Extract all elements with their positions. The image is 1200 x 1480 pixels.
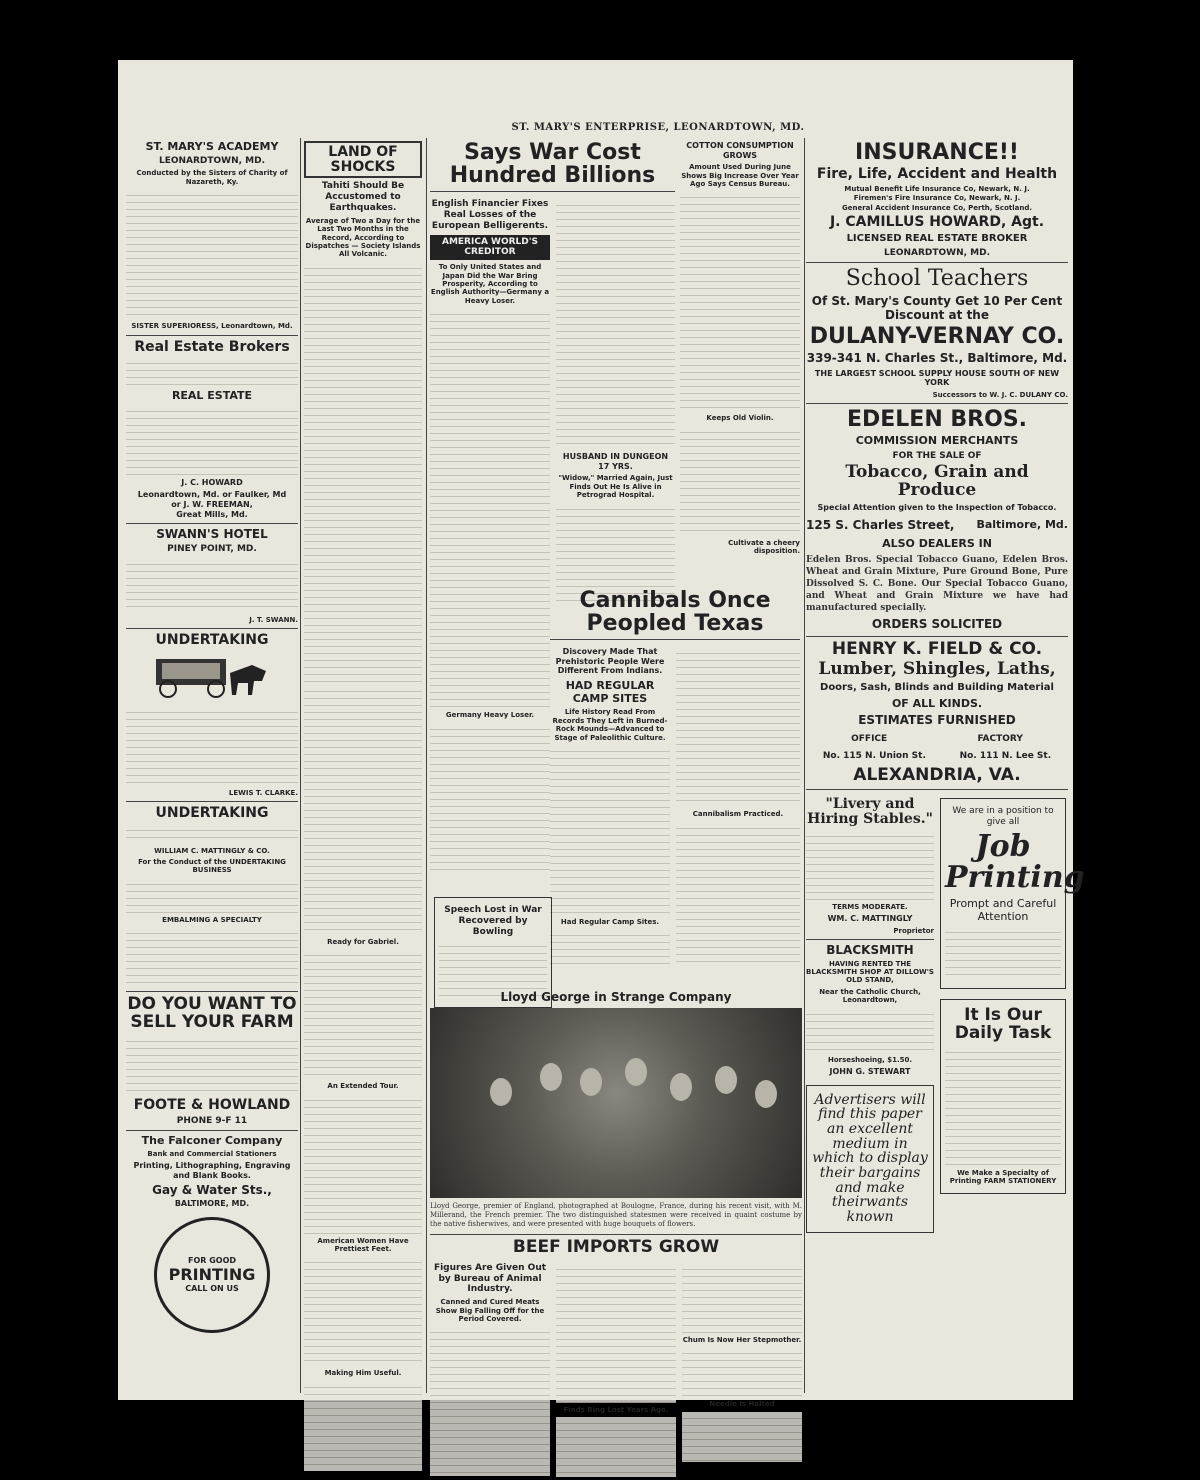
- beef-title: BEEF IMPORTS GROW: [512, 1236, 720, 1257]
- person-icon: [625, 1058, 647, 1086]
- undertaking-sign-1: LEWIS T. CLARKE.: [228, 788, 298, 797]
- cotton-text: [680, 191, 800, 411]
- war-cost-deck: English Financier Fixes Real Losses of the European Belligerents.: [431, 199, 549, 231]
- hotel-place: PINEY POINT, MD.: [167, 543, 257, 554]
- misc-text: [682, 1263, 802, 1333]
- falconer-title: The Falconer Company: [141, 1134, 283, 1148]
- person-icon: [670, 1073, 692, 1101]
- column-rule: [300, 138, 301, 1393]
- column-4: [806, 138, 1085, 1237]
- academy-text: [126, 189, 298, 319]
- livery-title: "Livery and Hiring Stables.": [807, 796, 933, 827]
- stamp-top: FOR GOOD: [187, 1256, 237, 1266]
- agent: J. CAMILLUS HOWARD, Agt.: [829, 213, 1045, 230]
- feet-text: [304, 1256, 422, 1366]
- academy-sign: SISTER SUPERIORESS, Leonardtown, Md.: [131, 322, 293, 331]
- falconer-city: BALTIMORE, MD.: [174, 1199, 250, 1209]
- lloyd-george-photo: [430, 1008, 802, 1198]
- useful-head: Making Him Useful.: [324, 1369, 402, 1378]
- field-title: HENRY K. FIELD & CO.: [831, 638, 1043, 659]
- advertisers-note: Advertisers will find this paper an excellent medium in which to display their bargains and make theirwants known: [812, 1091, 928, 1226]
- germany-head: Germany Heavy Loser.: [445, 711, 535, 720]
- real-estate-title: Real Estate Brokers: [134, 338, 290, 355]
- violin-text: [680, 426, 800, 536]
- hotel-sign: J. T. SWANN.: [249, 615, 298, 624]
- livery-text: [806, 830, 934, 900]
- divider: [126, 991, 298, 992]
- office-label: OFFICE: [851, 733, 888, 744]
- horseshoeing: Horseshoeing, $1.50.: [827, 1055, 913, 1064]
- divider: [430, 191, 675, 192]
- real-estate-sign-4: Great Mills, Md.: [176, 509, 248, 519]
- dungeon-deck: "Widow," Married Again, Just Finds Out He Is Alive in Petrograd Hospital.: [558, 474, 673, 500]
- divider: [430, 1234, 802, 1235]
- livery-sign: WM. C. MATTINGLY: [827, 914, 913, 924]
- embalming: EMBALMING A SPECIALTY: [162, 915, 262, 924]
- blacksmith-text: [806, 1008, 934, 1053]
- divider: [126, 1130, 298, 1131]
- edelen-sub: COMMISSION MERCHANTS: [855, 434, 1019, 448]
- person-icon: [580, 1068, 602, 1096]
- beef-text-2: [556, 1263, 676, 1403]
- hotel-text: [126, 558, 298, 613]
- academy-sub: Conducted by the Sisters of Charity of Nazareth, Ky.: [136, 169, 288, 186]
- real-estate-sign-1: J. C. HOWARD: [181, 477, 243, 487]
- ring-text: [556, 1417, 676, 1477]
- teachers-title: School Teachers: [845, 266, 1029, 292]
- job-top: We are in a position to give all: [952, 806, 1054, 828]
- camp-sites-head: Had Regular Camp Sites.: [560, 917, 660, 926]
- real-estate-text: [126, 357, 298, 387]
- land-of-shocks-text-2: [304, 685, 422, 935]
- office-factory-labels: [806, 731, 1068, 748]
- divider: [126, 335, 298, 336]
- tobacco-address-row: [806, 516, 1068, 535]
- person-icon: [715, 1066, 737, 1094]
- falconer-line: Printing, Lithographing, Engraving and Blank Books.: [133, 1161, 291, 1180]
- land-of-shocks-title: LAND OF SHOCKS: [304, 141, 422, 178]
- broker: LICENSED REAL ESTATE BROKER: [846, 232, 1028, 244]
- speech-head: Speech Lost in War Recovered by Bowling: [444, 905, 542, 937]
- blacksmith-sign: JOHN G. STEWART: [829, 1067, 911, 1076]
- dealers-head: ALSO DEALERS IN: [882, 537, 992, 551]
- teachers-sub: Of St. Mary's County Get 10 Per Cent Discount at the: [811, 293, 1063, 322]
- column-rule: [426, 138, 427, 1393]
- stamp-mid: PRINTING: [168, 1265, 256, 1285]
- blacksmith-sub: HAVING RENTED THE BLACKSMITH SHOP AT DILLOW'S OLD STAND,: [806, 959, 934, 985]
- camp-sites-text: [550, 929, 670, 969]
- hearse-icon: [126, 651, 298, 699]
- column-3: [430, 138, 802, 1414]
- undertaking-sub: For the Conduct of the UNDERTAKING BUSINESS: [138, 858, 286, 875]
- estimates-line: ESTIMATES FURNISHED: [858, 713, 1016, 728]
- person-icon: [490, 1078, 512, 1106]
- farm-text: [126, 1035, 298, 1095]
- masthead: ST. MARY'S ENTERPRISE, LEONARDTOWN, MD.: [511, 122, 805, 133]
- academy-title: ST. MARY'S ACADEMY: [145, 140, 279, 153]
- divider: [806, 403, 1068, 404]
- insurance-company-3: General Accident Insurance Co, Perth, Scotland.: [841, 203, 1033, 212]
- dulany-sub: THE LARGEST SCHOOL SUPPLY HOUSE SOUTH OF NEW YORK: [814, 368, 1060, 388]
- divider: [806, 789, 1068, 790]
- tobacco-sub: Special Attention given to the Inspection of Tobacco.: [817, 503, 1057, 513]
- dulany-title: DULANY-VERNAY CO.: [809, 324, 1065, 350]
- insurance-kinds: Fire, Life, Accident and Health: [816, 166, 1058, 183]
- cannibals-title: Cannibals Once Peopled Texas: [579, 588, 771, 637]
- beef-text: [430, 1326, 550, 1476]
- foote-howland: FOOTE & HOWLAND: [133, 1096, 291, 1113]
- creditor-head: AMERICA WORLD'S CREDITOR: [430, 235, 550, 261]
- cotton-deck: Amount Used During June Shows Big Increase Over Year Ago Says Census Bureau.: [681, 163, 799, 188]
- divider: [126, 628, 298, 629]
- factory-label: FACTORY: [977, 733, 1023, 744]
- embalming-text: [126, 927, 298, 987]
- war-cost-text: [430, 308, 550, 708]
- person-icon: [755, 1080, 777, 1108]
- cannibals-deck: Discovery Made That Prehistoric People Were Different From Indians.: [555, 647, 665, 676]
- undertaking-firm: WILLIAM C. MATTINGLY & CO.: [154, 846, 270, 855]
- violin-head: Keeps Old Violin.: [706, 414, 774, 423]
- beef-deck-2: Canned and Cured Meats Show Big Falling Off for the Period Covered.: [435, 1298, 545, 1323]
- lloyd-head: Lloyd George in Strange Company: [500, 990, 732, 1004]
- insurance-company-1: Mutual Benefit Life Insurance Co, Newark, N. J.: [844, 184, 1030, 193]
- chum-head: Chum Is Now Her Stepmother.: [682, 1335, 802, 1344]
- lloyd-caption: Lloyd George, premier of England, photographed at Boulogne, France, during his recent visit, with M. Millerand, the French premier. The two distinguished statesmen were received in quaint costume by the native fisherwives, and were presented with huge bouquets of flowers.: [430, 1201, 802, 1229]
- divider: [806, 262, 1068, 263]
- falconer-sub: Bank and Commercial Stationers: [147, 1149, 277, 1158]
- job-printing-title: Job Printing: [945, 828, 1085, 896]
- office-factory-addresses: [806, 748, 1068, 765]
- cannibalism-head: Cannibalism Practiced.: [692, 810, 784, 819]
- undertaking-text-1: [126, 706, 298, 786]
- dulany-successors: Successors to W. J. C. DULANY CO.: [932, 390, 1068, 399]
- livery-terms: TERMS MODERATE.: [832, 902, 908, 911]
- feet-head: American Women Have Prettiest Feet.: [317, 1236, 409, 1253]
- edelen-title: EDELEN BROS.: [846, 407, 1028, 433]
- real-estate-text-2: [126, 405, 298, 475]
- war-cost-title: Says War Cost Hundred Billions: [449, 140, 656, 189]
- stamp-bottom: CALL ON US: [185, 1284, 239, 1294]
- useful-text: [304, 1381, 422, 1471]
- hotel-title: SWANN'S HOTEL: [156, 527, 268, 542]
- tour-head: An Extended Tour.: [327, 1082, 399, 1091]
- gabriel-head: Ready for Gabriel.: [327, 937, 399, 946]
- office-address: No. 115 N. Union St.: [822, 750, 926, 761]
- insurance-company-2: Firemen's Fire Insurance Co, Newark, N. J.: [853, 194, 1021, 203]
- insurance-title: INSURANCE!!: [855, 140, 1019, 165]
- needle-head: Needle Is Halted: [709, 1400, 775, 1409]
- germany-text: [430, 723, 550, 873]
- real-estate-head: REAL ESTATE: [171, 389, 253, 403]
- war-cost-text-2: [556, 199, 675, 449]
- cheery-note: Cultivate a cheery disposition.: [728, 538, 800, 556]
- blacksmith-title: BLACKSMITH: [826, 943, 914, 958]
- camp-head: HAD REGULAR CAMP SITES: [565, 678, 655, 706]
- doors-line: Doors, Sash, Blinds and Building Material: [820, 682, 1054, 694]
- blacksmith-near: Near the Catholic Church, Leonardtown,: [819, 987, 921, 1005]
- broker-city: LEONARDTOWN, MD.: [883, 247, 991, 258]
- factory-address: No. 111 N. Lee St.: [959, 750, 1052, 761]
- livery-role: Proprietor: [893, 926, 934, 935]
- undertaking-title-2: UNDERTAKING: [155, 804, 269, 821]
- divider: [126, 523, 298, 524]
- job-text: [945, 926, 1061, 981]
- undertaking-text-2: [126, 824, 298, 844]
- cannibalism-text: [676, 822, 800, 962]
- edelen-sub-2: FOR THE SALE OF: [892, 450, 982, 461]
- real-estate-sign-3: or J. W. FREEMAN,: [171, 499, 253, 509]
- creditor-deck: To Only United States and Japan Did the War Bring Prosperity, According to English Authority—Germany a Heavy Loser.: [430, 263, 550, 305]
- tobacco-address: 125 S. Charles Street,: [806, 517, 955, 532]
- chum-text: [682, 1347, 802, 1397]
- academy-place: LEONARDTOWN, MD.: [158, 155, 266, 166]
- orders-solicited: ORDERS SOLICITED: [871, 617, 1003, 632]
- column-rule: [804, 138, 805, 1393]
- foote-phone: PHONE 9-F 11: [176, 1115, 248, 1126]
- daily-task-title: It Is Our Daily Task: [954, 1005, 1052, 1044]
- daily-task-foot: We Make a Specialty of Printing FARM STATIONERY: [949, 1168, 1057, 1186]
- cotton-head: COTTON CONSUMPTION GROWS: [686, 141, 794, 160]
- dungeon-head: HUSBAND IN DUNGEON 17 YRS.: [562, 452, 669, 471]
- tobacco-title: Tobacco, Grain and Produce: [845, 462, 1029, 501]
- dulany-address: 339-341 N. Charles St., Baltimore, Md.: [806, 351, 1068, 366]
- column-2: [304, 138, 422, 1474]
- person-icon: [540, 1063, 562, 1091]
- printing-stamp-icon: [154, 1217, 270, 1333]
- ring-head: Finds Ring Lost Years Ago.: [563, 1405, 669, 1414]
- land-of-shocks-sub: Tahiti Should Be Accustomed to Earthquakes.: [321, 181, 405, 213]
- newspaper-page: [118, 60, 1085, 1414]
- cannibals-text: [550, 745, 670, 915]
- gabriel-text: [304, 949, 422, 1079]
- lumber-title: Lumber, Shingles, Laths,: [818, 659, 1056, 680]
- real-estate-sign-2: Leonardtown, Md. or Faulker, Md: [137, 490, 287, 500]
- divider: [550, 639, 800, 640]
- cannibals-text-2: [676, 647, 800, 807]
- beef-deck: Figures Are Given Out by Bureau of Animal Industry.: [433, 1262, 547, 1295]
- farm-title: DO YOU WANT TO SELL YOUR FARM: [127, 994, 297, 1033]
- divider: [806, 636, 1068, 637]
- tour-text: [304, 1094, 422, 1234]
- alexandria: ALEXANDRIA, VA.: [853, 765, 1021, 786]
- daily-task-text: [945, 1046, 1061, 1166]
- undertaking-title-1: UNDERTAKING: [155, 631, 269, 648]
- camp-deck: Life History Read From Records They Left in Burned-Rock Mounds—Advanced to Stage of Paleolithic Culture.: [552, 708, 668, 742]
- land-of-shocks-deck: Average of Two a Day for the Last Two Months in the Record, According to Dispatches — Society Islands All Volcanic.: [305, 216, 421, 259]
- needle-text: [682, 1412, 802, 1462]
- tobacco-city: Baltimore, Md.: [976, 517, 1068, 531]
- divider: [126, 801, 298, 802]
- divider: [806, 939, 934, 940]
- dealers-text: Edelen Bros. Special Tobacco Guano, Edelen Bros. Wheat and Grain Mixture, Pure Ground Bone, Pure Dissolved S. C. Bone. Our Special Tobacco Guano, and Wheat and Grain Mixture we have had manufactured specially.: [806, 554, 1068, 614]
- falconer-address: Gay & Water Sts.,: [152, 1182, 272, 1197]
- undertaking-text-3: [126, 878, 298, 913]
- kinds-line: OF ALL KINDS.: [891, 697, 983, 711]
- job-sub: Prompt and Careful Attention: [949, 896, 1057, 924]
- land-of-shocks-text: [304, 262, 422, 682]
- column-1: [126, 138, 298, 1341]
